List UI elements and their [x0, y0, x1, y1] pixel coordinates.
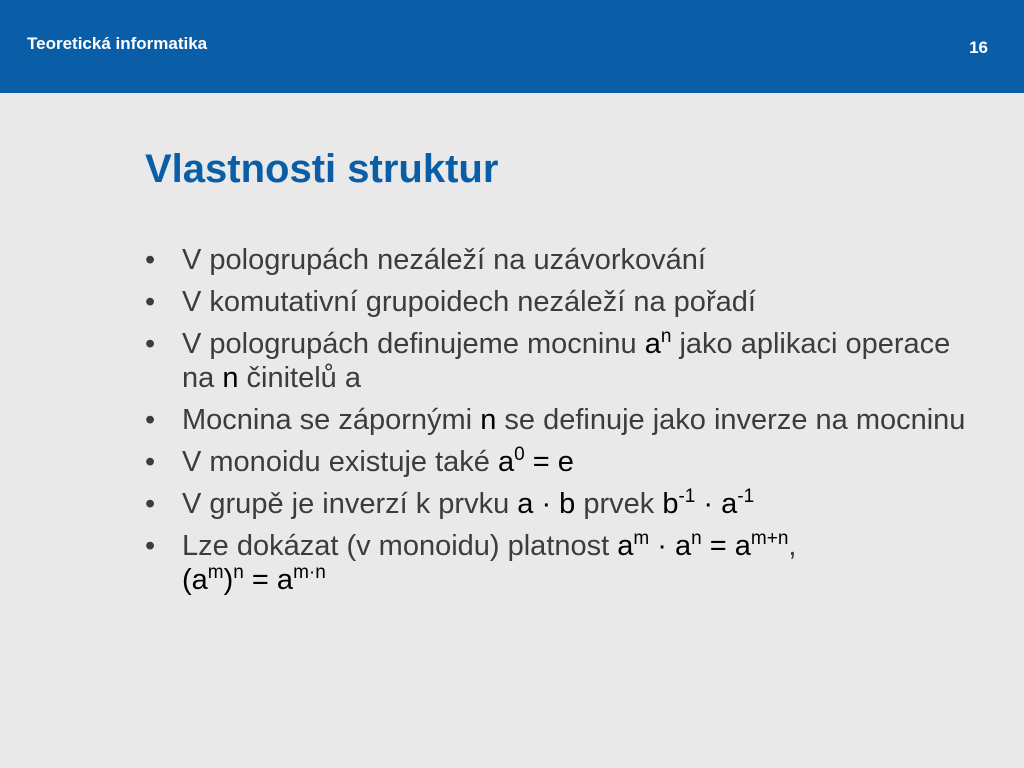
bullet-item [145, 285, 975, 319]
math-base: b [662, 488, 679, 520]
slide-title: Vlastnosti struktur [145, 147, 499, 191]
math-exponent: -1 [678, 486, 696, 507]
bullet-item [145, 403, 975, 437]
math-punctuation: , [788, 530, 797, 562]
bullet-text: se definuje jako inverze na mocninu [496, 404, 966, 436]
page-number: 16 [969, 38, 988, 57]
bullet-text: V grupě je inverzí k prvku [182, 488, 518, 520]
bullet-text: V monoidu existuje také [182, 446, 498, 478]
math-expression: · a [649, 530, 692, 562]
bullet-item [145, 487, 975, 521]
math-variable: n [480, 404, 497, 436]
math-exponent: m+n [750, 528, 789, 549]
math-equation: = a [243, 564, 294, 596]
bullet-icon: • [145, 404, 156, 436]
bullet-icon: • [145, 446, 156, 478]
bullet-list [145, 243, 975, 605]
math-expression: (a [182, 564, 208, 596]
bullet-text: prvek [575, 488, 663, 520]
bullet-icon: • [145, 488, 156, 520]
bullet-icon: • [145, 530, 156, 562]
bullet-icon: • [145, 286, 156, 318]
math-variable: n [222, 362, 239, 394]
bullet-text: Mocnina se zápornými [182, 404, 481, 436]
math-expression: · a [695, 488, 738, 520]
bullet-item [145, 529, 975, 597]
bullet-text: Lze dokázat (v monoidu) platnost [182, 530, 618, 562]
math-base: a [497, 446, 515, 478]
bullet-text: V komutativní grupoidech nezáleží na pořadí [182, 286, 756, 318]
math-base: a [644, 328, 661, 360]
bullet-icon: • [145, 244, 156, 276]
bullet-text: V pologrupách nezáleží na uzávorkování [182, 244, 706, 276]
math-equation: = e [524, 446, 574, 478]
bullet-item [145, 445, 975, 479]
bullet-item [145, 243, 975, 277]
math-exponent: m [207, 562, 224, 583]
math-exponent: m·n [293, 562, 326, 583]
bullet-icon: • [145, 328, 156, 360]
bullet-item [145, 327, 975, 395]
bullet-text: činitelů a [238, 362, 361, 394]
bullet-text: jako aplikaci operace na [182, 328, 951, 394]
math-exponent: n [691, 528, 702, 549]
math-exponent: n [660, 326, 672, 347]
math-exponent: n [233, 562, 244, 583]
header-bar [0, 0, 1024, 93]
course-title: Teoretická informatika [27, 34, 208, 53]
math-expression: a · b [517, 488, 576, 520]
math-exponent: 0 [514, 444, 525, 465]
math-equation: = a [701, 530, 751, 562]
math-base: a [617, 530, 634, 562]
math-exponent: -1 [737, 486, 755, 507]
math-expression: ) [223, 564, 234, 596]
bullet-text: V pologrupách definujeme mocninu [182, 328, 645, 360]
math-exponent: m [633, 528, 650, 549]
